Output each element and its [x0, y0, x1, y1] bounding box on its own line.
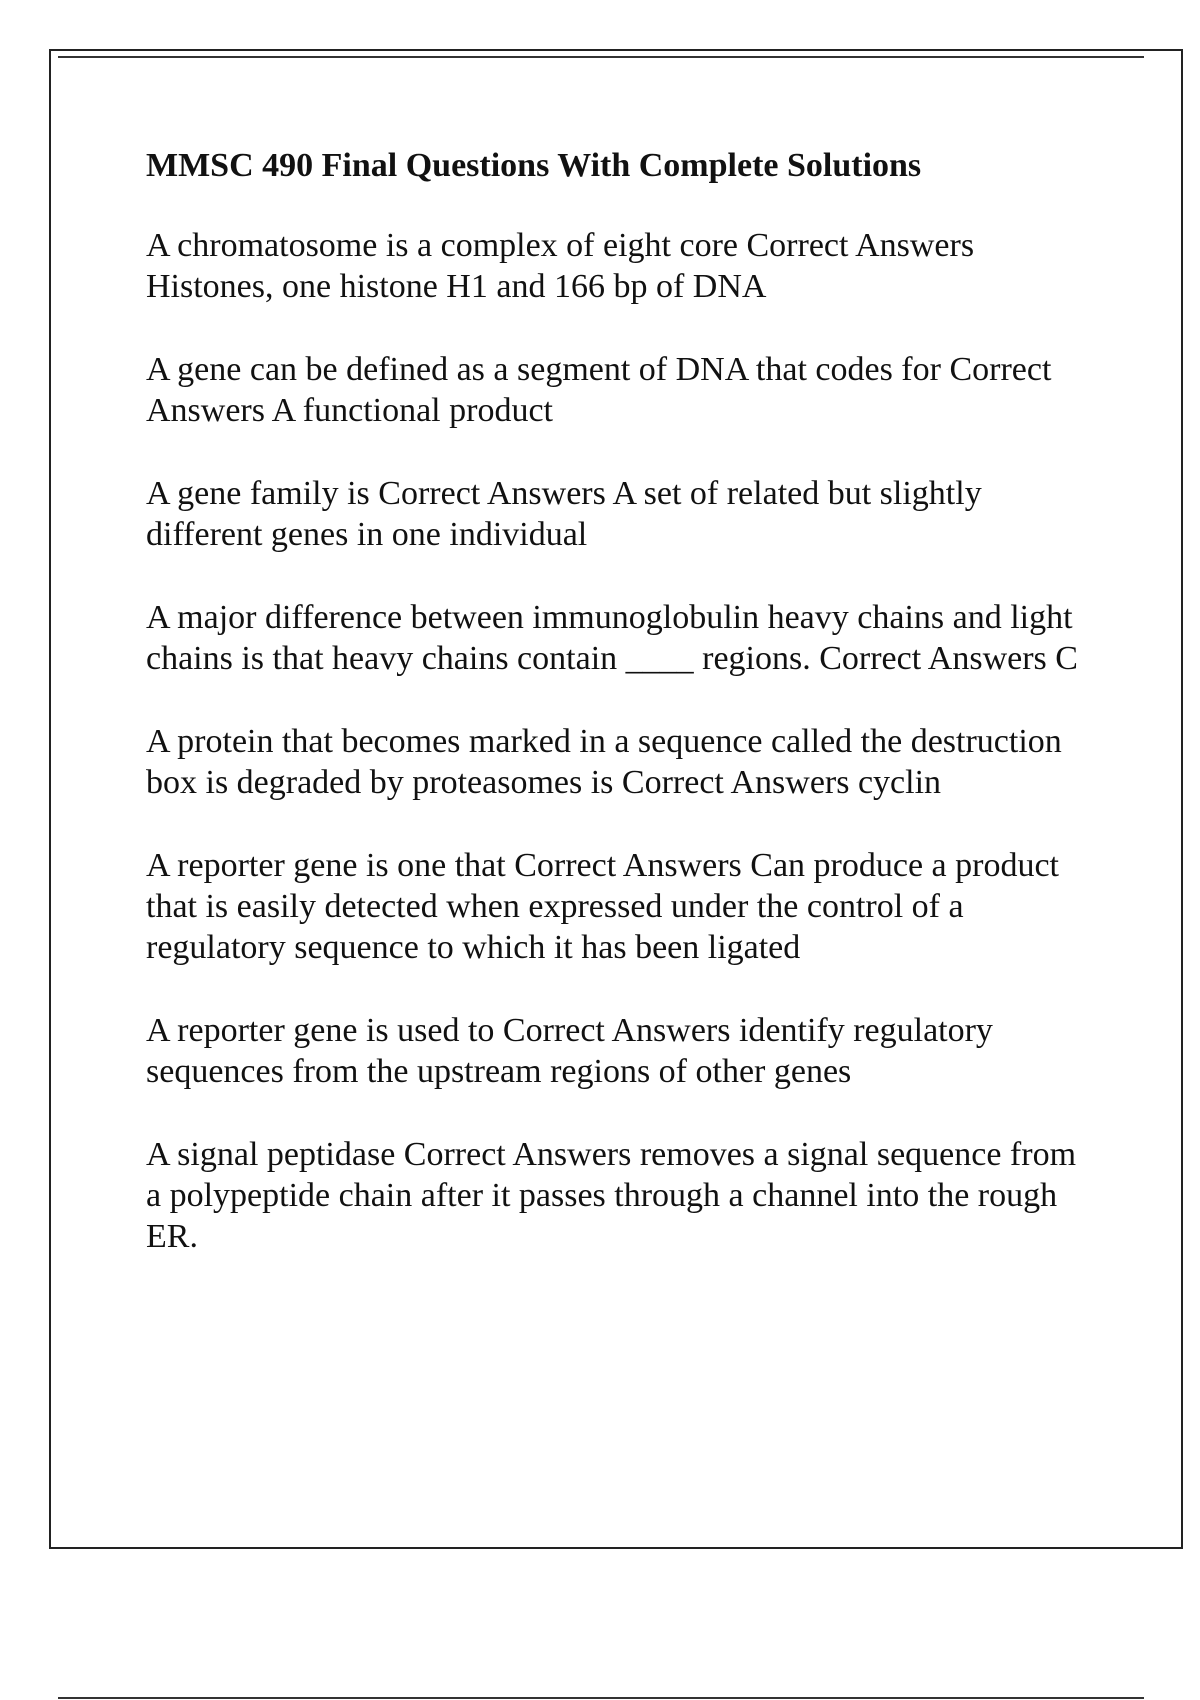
qa-item: A chromatosome is a complex of eight core Correct Answers Histones, one histone H1 and 166 bp of DNA — [146, 227, 975, 305]
qa-item: A reporter gene is one that Correct Answers Can produce a product that is easily detected when expressed under the control of a regulatory sequence to which it has been ligated — [146, 847, 1059, 966]
document-title: MMSC 490 Final Questions With Complete Solutions — [146, 147, 922, 184]
qa-item: A protein that becomes marked in a sequence called the destruction box is degraded by proteasomes is Correct Answers cyclin — [146, 723, 1062, 801]
qa-item: A reporter gene is used to Correct Answers identify regulatory sequences from the upstream regions of other genes — [146, 1012, 993, 1090]
qa-item: A signal peptidase Correct Answers removes a signal sequence from a polypeptide chain after it passes through a channel into the rough ER. — [146, 1136, 1077, 1255]
footer-rule — [58, 1697, 1144, 1699]
document-body — [146, 145, 1086, 1299]
qa-item: A gene can be defined as a segment of DNA that codes for Correct Answers A functional product — [146, 351, 1052, 429]
qa-item: A major difference between immunoglobulin heavy chains and light chains is that heavy chains contain ____ regions. Correct Answers C — [146, 599, 1078, 677]
header-rule — [58, 56, 1144, 58]
qa-item: A gene family is Correct Answers A set of related but slightly different genes in one individual — [146, 475, 982, 553]
